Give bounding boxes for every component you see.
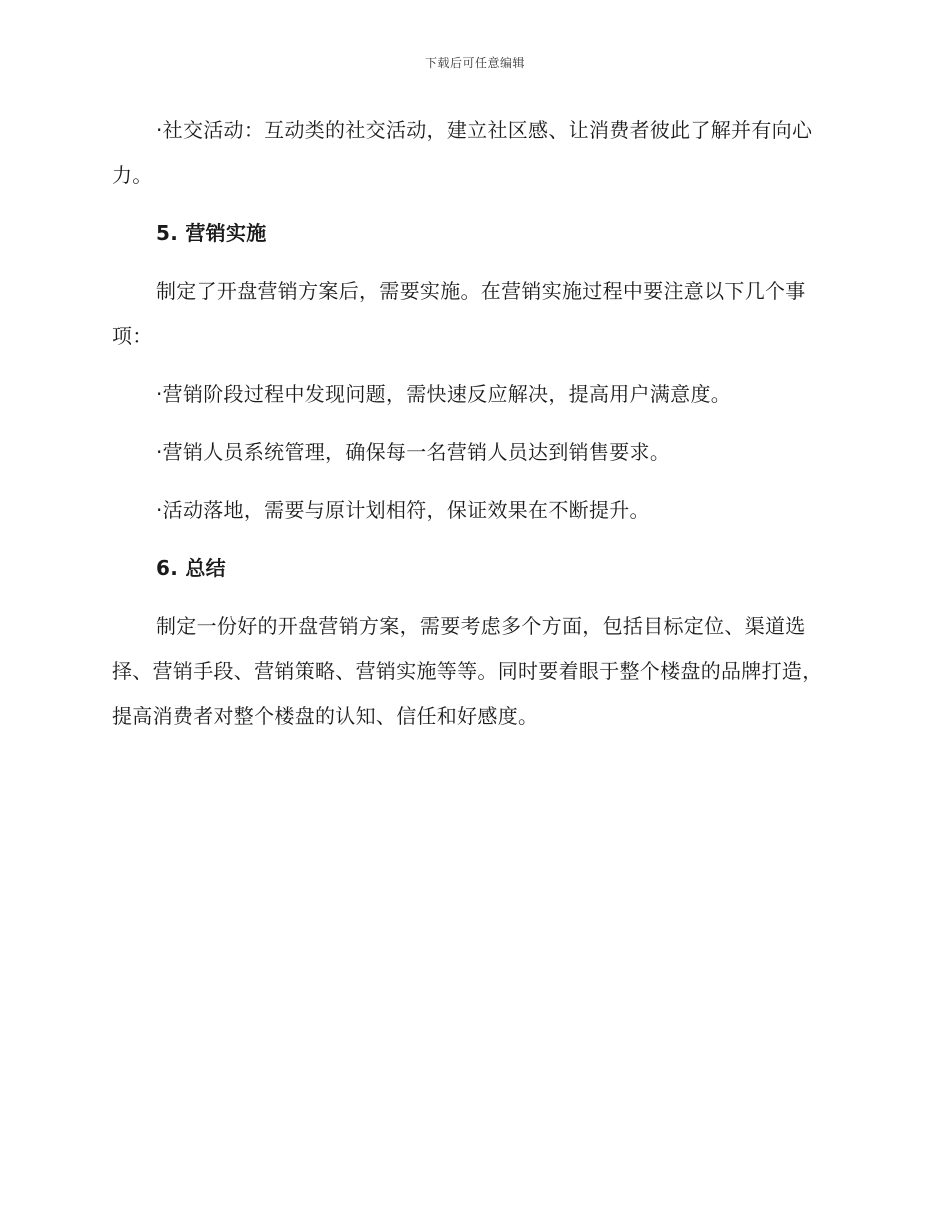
- section-heading-5: 5. 营销实施: [156, 221, 267, 245]
- paragraph-summary: 制定一份好的开盘营销方案，需要考虑多个方面，包括目标定位、渠道选择、营销手段、营销策略、营销实施等等。同时要着眼于整个楼盘的品牌打造，提高消费者对整个楼盘的认知、信任和好感度。: [112, 614, 823, 728]
- paragraph-implementation: 制定了开盘营销方案后，需要实施。在营销实施过程中要注意以下几个事项：: [112, 279, 806, 348]
- bullet-item: ·营销阶段过程中发现问题，需快速反应解决，提高用户满意度。: [156, 382, 732, 406]
- document-body: [112, 108, 832, 752]
- header-note: 下载后可任意编辑: [424, 56, 525, 70]
- bullet-item: ·营销人员系统管理，确保每一名营销人员达到销售要求。: [156, 440, 671, 464]
- section-heading-6: 6. 总结: [156, 556, 226, 580]
- bullet-social-activity: ·社交活动：互动类的社交活动，建立社区感、让消费者彼此了解并有向心力。: [112, 118, 813, 187]
- bullet-item: ·活动落地，需要与原计划相符，保证效果在不断提升。: [156, 498, 650, 522]
